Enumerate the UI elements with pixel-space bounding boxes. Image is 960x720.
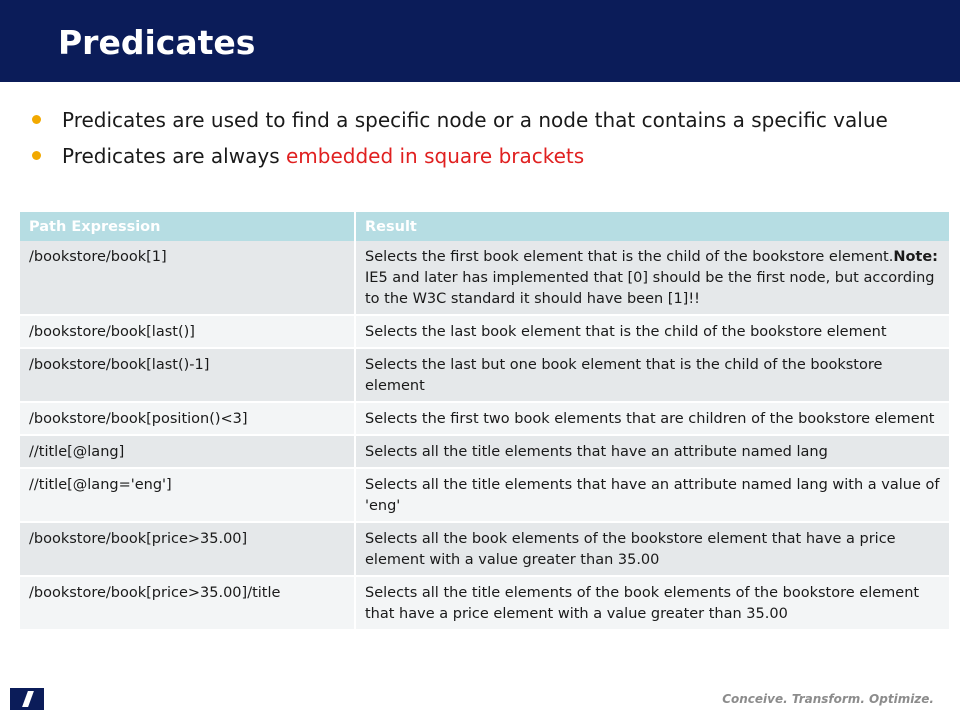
result-cell: Selects the last but one book element that is the child of the bookstore element: [355, 348, 950, 402]
result-cell: Selects all the book elements of the bookstore element that have a price element with a value greater than 35.00: [355, 522, 950, 576]
table-row: [20, 468, 950, 522]
title-bar: [0, 0, 960, 82]
path-cell: //title[@lang]: [20, 435, 355, 468]
slide-title: Predicates: [58, 23, 256, 62]
result-cell: Selects all the title elements that have an attribute named lang with a value of 'eng': [355, 468, 950, 522]
table-row: [20, 402, 950, 435]
result-cell: Selects the first two book elements that are children of the bookstore element: [355, 402, 950, 435]
predicate-table: [20, 212, 951, 631]
path-cell: /bookstore/book[position()<3]: [20, 402, 355, 435]
note-text: IE5 and later has implemented that [0] should be the first node, but according to the W3C standard it should have been [1]!!: [365, 270, 935, 307]
table-row: [20, 241, 950, 315]
table-row: [20, 576, 950, 630]
table-row: [20, 522, 950, 576]
logo-mark-icon: [10, 688, 44, 710]
result-cell: Selects all the title elements of the book elements of the bookstore element that have a price element with a value greater than 35.00: [355, 576, 950, 630]
path-cell: /bookstore/book[last()]: [20, 315, 355, 348]
result-cell: Selects all the title elements that have an attribute named lang: [355, 435, 950, 468]
result-text: Selects the first book element that is the child of the bookstore element.: [365, 249, 894, 265]
path-cell: /bookstore/book[last()-1]: [20, 348, 355, 402]
path-cell: /bookstore/book[1]: [20, 241, 355, 315]
bullet-list: [30, 106, 930, 178]
bullet-dot-icon: [32, 151, 41, 160]
footer-tagline: Conceive. Transform. Optimize.: [722, 692, 934, 706]
table-row: [20, 315, 950, 348]
path-cell: /bookstore/book[price>35.00]/title: [20, 576, 355, 630]
result-cell: Selects the last book element that is the child of the bookstore element: [355, 315, 950, 348]
path-cell: //title[@lang='eng']: [20, 468, 355, 522]
table-row: [20, 435, 950, 468]
column-header-path: Path Expression: [20, 212, 355, 241]
note-label: Note:: [893, 249, 938, 265]
bullet-item: [30, 142, 930, 170]
bullet-dot-icon: [32, 115, 41, 124]
result-cell: [355, 241, 950, 315]
bullet-text: Predicates are always: [62, 144, 286, 168]
path-cell: /bookstore/book[price>35.00]: [20, 522, 355, 576]
bullet-text: Predicates are used to find a specific node or a node that contains a specific value: [62, 108, 888, 132]
table-row: [20, 348, 950, 402]
table-header-row: [20, 212, 950, 241]
bullet-item: [30, 106, 930, 134]
column-header-result: Result: [355, 212, 950, 241]
bullet-highlight-text: embedded in square brackets: [285, 144, 585, 168]
